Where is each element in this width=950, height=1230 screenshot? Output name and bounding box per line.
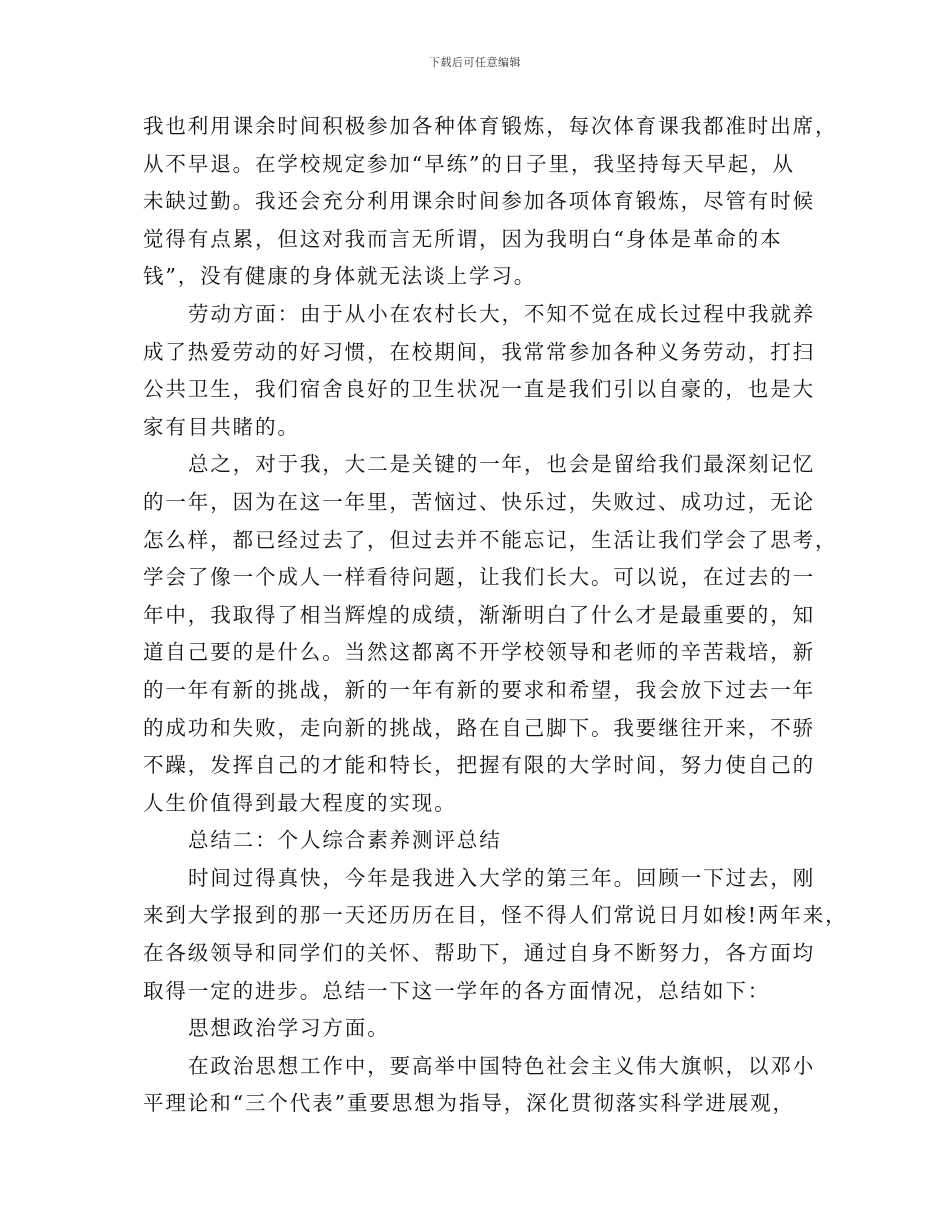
text-line: 怎么样，都已经过去了，但过去并不能忘记，生活让我们学会了思考，: [143, 527, 838, 552]
text-line: 我也利用课余时间积极参加各种体育锻炼，每次体育课我都准时出席，: [143, 114, 838, 138]
text-line: 学会了像一个成人一样看待问题，让我们长大。可以说，在过去的一: [143, 565, 815, 590]
text-line: 时间过得真快，今年是我进入大学的第三年。回顾一下过去，刚: [188, 865, 816, 890]
text-line: 在各级领导和同学们的关怀、帮助下，通过自身不断努力，各方面均: [143, 941, 815, 966]
body-text: [143, 108, 848, 1123]
text-line: 不躁，发挥自己的才能和特长，把握有限的大学时间，努力使自己的: [143, 753, 815, 778]
text-line: 的成功和失败，走向新的挑战，路在自己脚下。我要继往开来，不骄: [143, 715, 815, 740]
text-line: 未缺过勤。我还会充分利用课余时间参加各项体育锻炼，尽管有时候: [143, 189, 815, 214]
text-line: 的一年，因为在这一年里，苦恼过、快乐过，失败过、成功过，无论: [143, 489, 815, 514]
text-line: 取得一定的进步。总结一下这一学年的各方面情况，总结如下：: [143, 978, 771, 1003]
text-line: 成了热爱劳动的好习惯，在校期间，我常常参加各种义务劳动，打扫: [143, 339, 815, 364]
text-line: 家有目共睹的。: [143, 414, 300, 439]
text-line: 总结二：个人综合素养测评总结: [188, 828, 502, 853]
text-line: 的一年有新的挑战，新的一年有新的要求和希望，我会放下过去一年: [143, 677, 815, 702]
text-line: 总之，对于我，大二是关键的一年，也会是留给我们最深刻记忆: [188, 452, 816, 477]
text-line: 人生价值得到最大程度的实现。: [143, 790, 457, 815]
text-line: 在政治思想工作中，要高举中国特色社会主义伟大旗帜，以邓小: [188, 1053, 816, 1078]
text-line: 钱”，没有健康的身体就无法谈上学习。: [143, 264, 537, 289]
page-header: 下载后可任意编辑: [429, 56, 521, 69]
text-line: 年中，我取得了相当辉煌的成绩，渐渐明白了什么才是最重要的，知: [143, 602, 815, 627]
text-line: 劳动方面：由于从小在农村长大，不知不觉在成长过程中我就养: [188, 301, 816, 326]
text-line: 从不早退。在学校规定参加“早练”的日子里，我坚持每天早起，从: [143, 151, 795, 176]
text-line: 平理论和“三个代表”重要思想为指导，深化贯彻落实科学进展观，: [143, 1091, 795, 1116]
text-line: 道自己要的是什么。当然这都离不开学校领导和老师的辛苦栽培，新: [143, 640, 815, 665]
text-line: 公共卫生，我们宿舍良好的卫生状况一直是我们引以自豪的，也是大: [143, 377, 815, 402]
text-line: 觉得有点累，但这对我而言无所谓，因为我明白“身体是革命的本: [143, 226, 783, 251]
text-line: 来到大学报到的那一天还历历在目，怪不得人们常说日月如梭!两年来，: [143, 903, 848, 928]
text-line: 思想政治学习方面。: [188, 1016, 390, 1041]
